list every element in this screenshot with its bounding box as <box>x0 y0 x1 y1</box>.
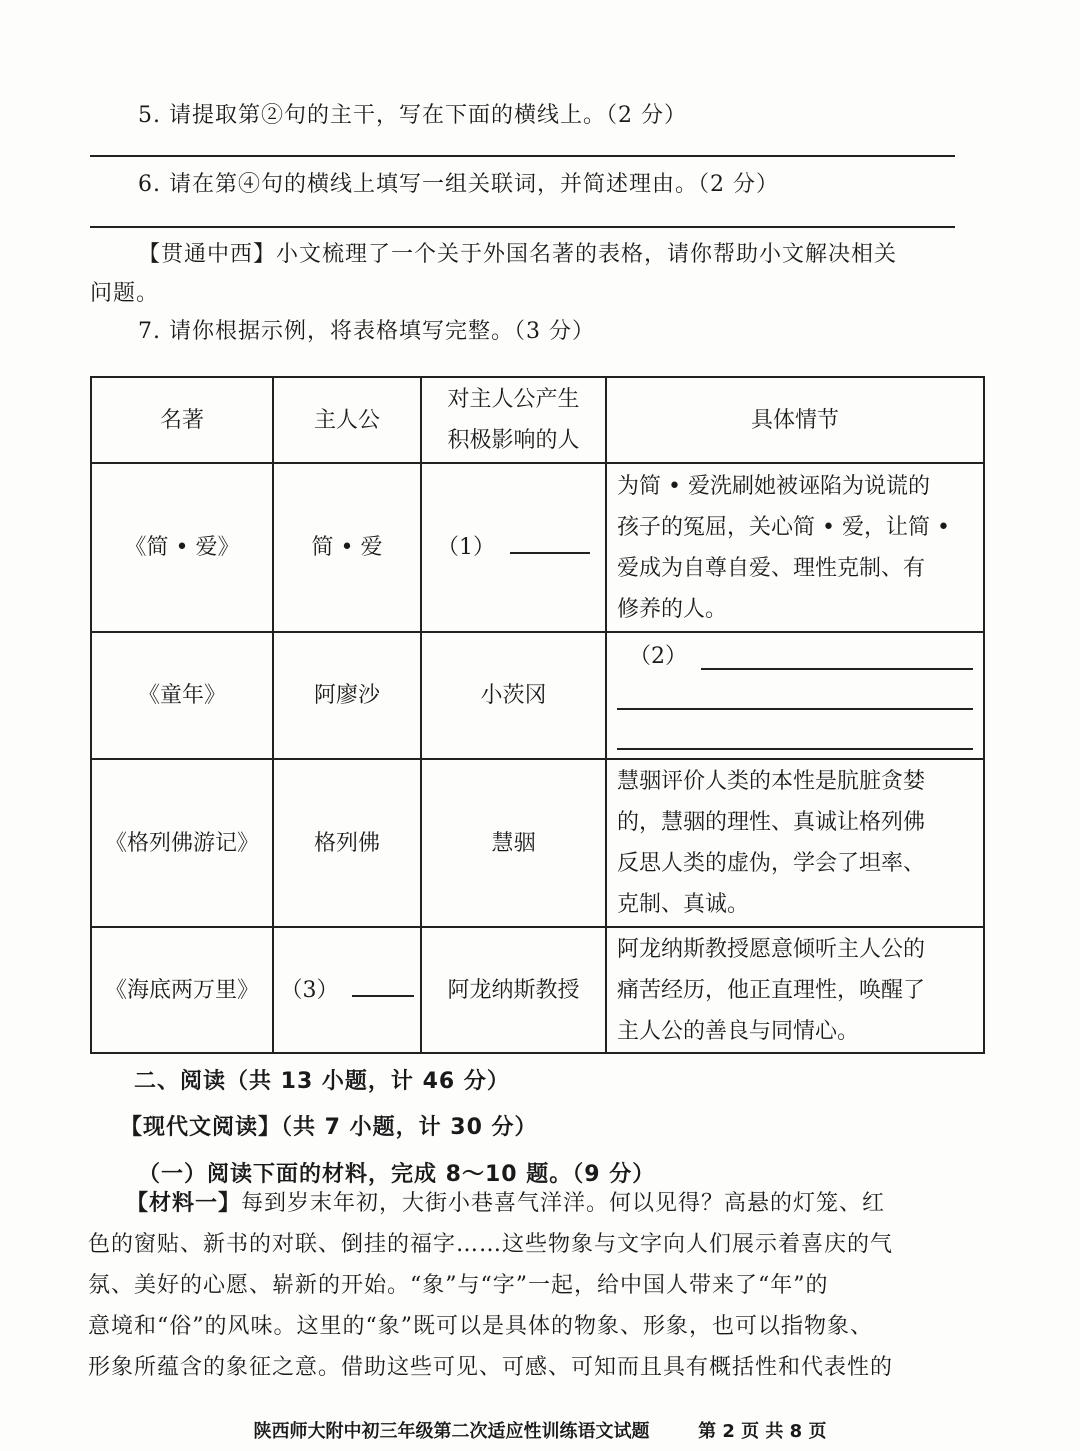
material-line: 每到岁末年初，大街小巷喜气洋洋。何以见得？高悬的灯笼、红 <box>241 1191 886 1216</box>
header-work: 名著 <box>91 377 273 463</box>
header-detail: 具体情节 <box>606 377 984 463</box>
material-one-paragraph <box>88 1183 958 1388</box>
cell-detail <box>606 927 984 1053</box>
cell-influencer: 阿龙纳斯教授 <box>421 927 606 1053</box>
detail-line: 主人公的善良与同情心。 <box>617 1018 860 1044</box>
detail-line: 修养的人。 <box>617 596 728 622</box>
detail-line: 反思人类的虚伪，学会了坦率、 <box>617 851 926 876</box>
answer-line-6[interactable] <box>90 226 955 228</box>
fill-blank-1[interactable] <box>510 536 590 554</box>
cell-work: 《格列佛游记》 <box>91 759 273 927</box>
cell-protagonist <box>273 927 421 1053</box>
literature-table <box>90 376 985 1054</box>
detail-line: 的，慧骃的理性、真诚让格列佛 <box>617 810 926 835</box>
page-footer <box>0 1417 1080 1443</box>
material-line: 意境和“俗”的风味。这里的“象”既可以是具体的物象、形象，也可以指物象、 <box>88 1314 873 1339</box>
fill-blank-2c[interactable] <box>617 710 973 750</box>
blank-label-2: （2） <box>629 644 687 669</box>
detail-line: 阿龙纳斯教授愿意倾听主人公的 <box>617 936 926 962</box>
intro-line-1: 【贯通中西】小文梳理了一个关于外国名著的表格，请你帮助小文解决相关 <box>138 242 898 267</box>
cell-protagonist: 格列佛 <box>273 759 421 927</box>
table-row <box>91 759 984 927</box>
part-one-title: （一）阅读下面的材料，完成 8～10 题。（9 分） <box>138 1162 656 1187</box>
material-label: 【材料一】 <box>126 1191 242 1216</box>
question-5: 5. 请提取第②句的主干，写在下面的横线上。（2 分） <box>138 103 687 128</box>
table-row <box>91 463 984 632</box>
table-row <box>91 927 984 1053</box>
fill-blank-2b[interactable] <box>617 670 973 710</box>
cell-detail <box>606 632 984 759</box>
cell-influencer: 小茨冈 <box>421 632 606 759</box>
fill-blank-2a[interactable] <box>701 644 973 670</box>
material-line: 氛、美好的心愿、崭新的开始。“象”与“字”一起，给中国人带来了“年”的 <box>88 1273 829 1298</box>
detail-line: 孩子的冤屈，关心简 • 爱，让简 • <box>617 514 950 540</box>
cell-work: 《海底两万里》 <box>91 927 273 1053</box>
table-header-row <box>91 377 984 463</box>
detail-line: 慧骃评价人类的本性是肮脏贪婪 <box>617 769 926 794</box>
detail-line: 痛苦经历，他正直理性，唤醒了 <box>617 977 926 1003</box>
modern-reading-title: 【现代文阅读】（共 7 小题，计 30 分） <box>120 1115 538 1140</box>
cell-detail <box>606 759 984 927</box>
cell-influencer: 慧骃 <box>421 759 606 927</box>
material-line: 形象所蕴含的象征之意。借助这些可见、可感、可知而且具有概括性和代表性的 <box>88 1355 894 1380</box>
intro-line-2: 问题。 <box>90 281 160 306</box>
header-influencer-line2: 积极影响的人 <box>447 428 580 453</box>
detail-line: 克制、真诚。 <box>617 892 750 917</box>
cell-influencer <box>421 463 606 632</box>
question-7: 7. 请你根据示例，将表格填写完整。（3 分） <box>138 319 595 344</box>
material-line: 色的窗贴、新书的对联、倒挂的福字……这些物象与文字向人们展示着喜庆的气 <box>88 1232 894 1257</box>
cell-protagonist: 阿廖沙 <box>273 632 421 759</box>
detail-line: 为简 • 爱洗刷她被诬陷为说谎的 <box>617 473 930 499</box>
table-row <box>91 632 984 759</box>
answer-line-5[interactable] <box>90 155 955 157</box>
fill-blank-3[interactable] <box>352 979 414 997</box>
question-6: 6. 请在第④句的横线上填写一组关联词，并简述理由。（2 分） <box>138 172 779 197</box>
blank-label-3: （3） <box>280 977 339 1003</box>
exam-title: 陕西师大附中初三年级第二次适应性训练语文试题 <box>253 1421 650 1442</box>
cell-protagonist: 简 • 爱 <box>273 463 421 632</box>
header-influencer-line1: 对主人公产生 <box>447 387 580 412</box>
reading-section-title: 二、阅读（共 13 小题，计 46 分） <box>134 1069 510 1094</box>
blank-label-1: （1） <box>437 535 495 560</box>
header-protagonist: 主人公 <box>273 377 421 463</box>
cell-detail <box>606 463 984 632</box>
page-number: 第 2 页 共 8 页 <box>698 1421 827 1442</box>
detail-line: 爱成为自尊自爱、理性克制、有 <box>617 555 926 581</box>
header-influencer <box>421 377 606 463</box>
cell-work: 《童年》 <box>91 632 273 759</box>
cell-work: 《简 • 爱》 <box>91 463 273 632</box>
